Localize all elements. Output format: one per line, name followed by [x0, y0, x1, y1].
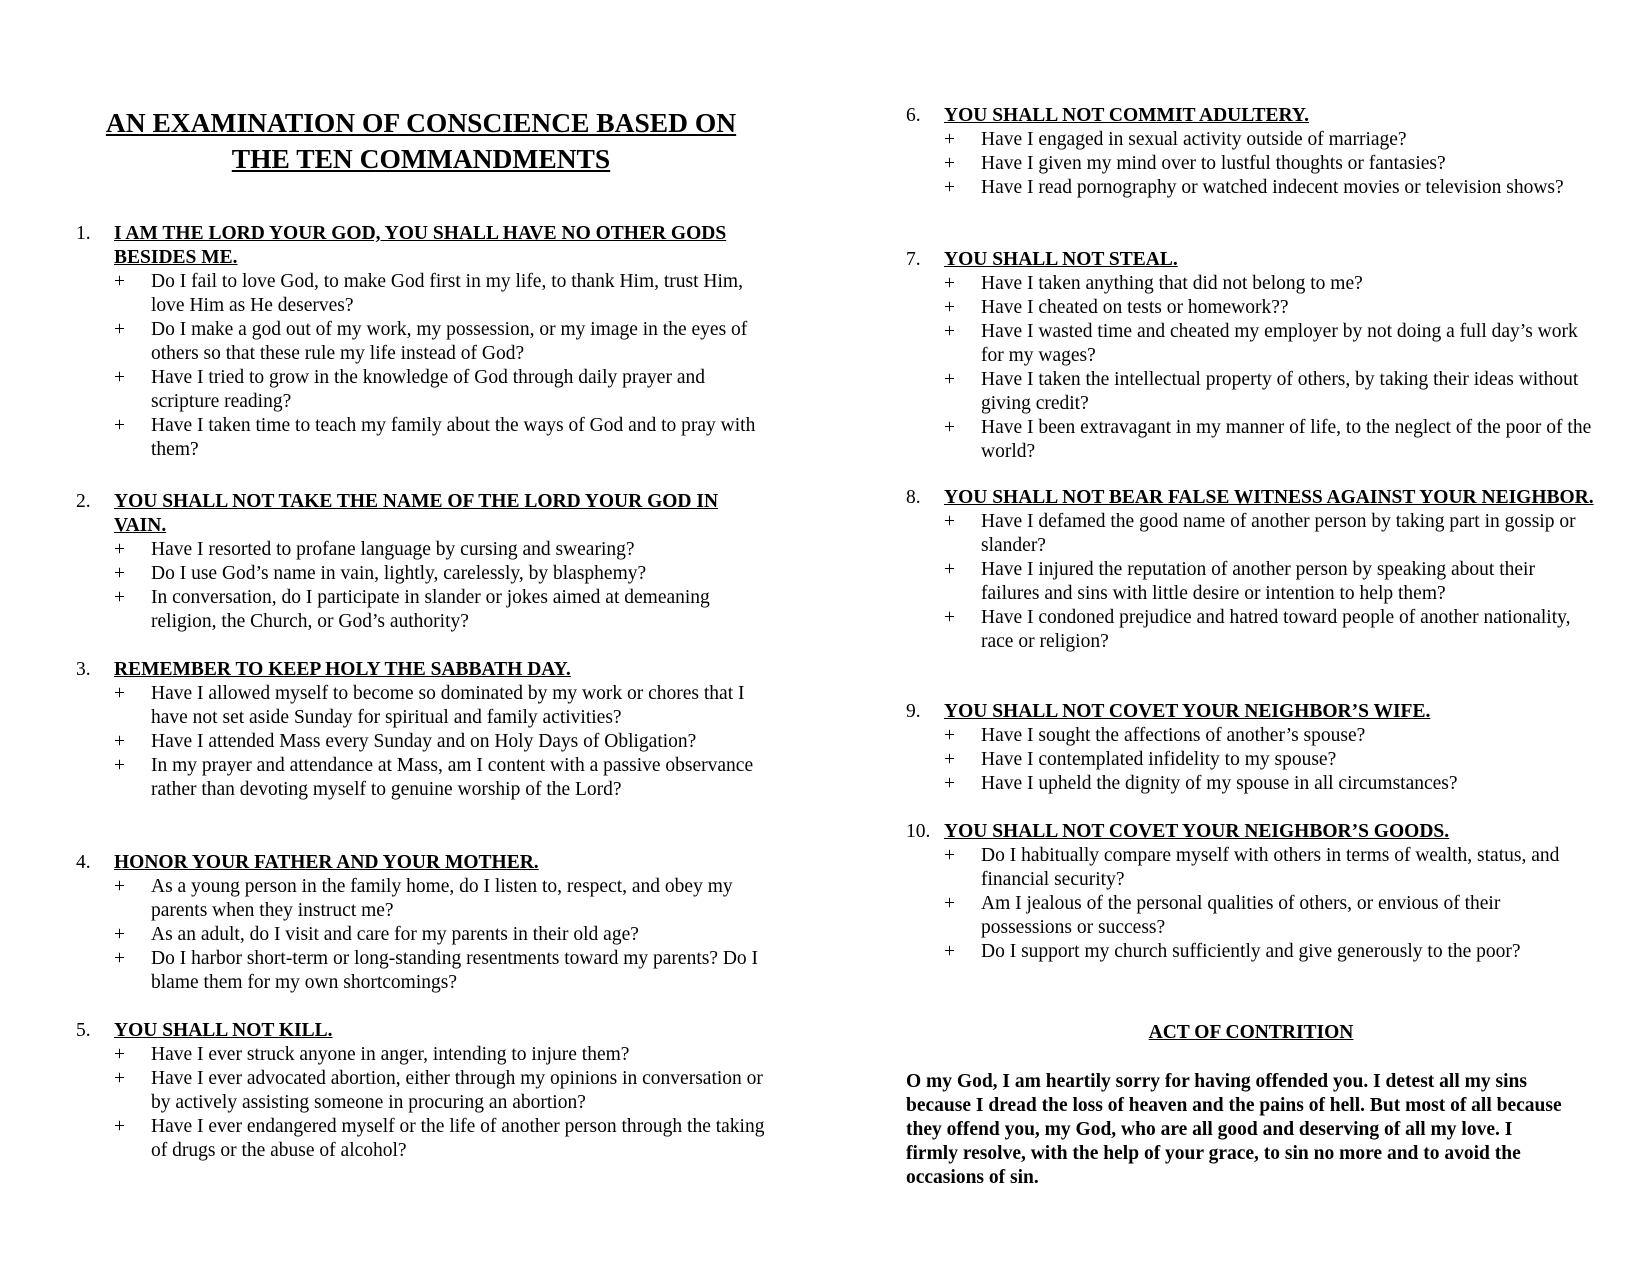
commandment-heading	[76, 222, 766, 270]
plus-icon: +	[114, 563, 125, 584]
question-text: Have I ever struck anyone in anger, intending to injure them?	[151, 1044, 630, 1065]
question-text: Do I make a god out of my work, my possession, or my image in the eyes of others so that these rule my life instead of God?	[151, 319, 748, 364]
commandment-title: YOU SHALL NOT COVET YOUR NEIGHBOR’S GOODS.	[944, 821, 1450, 842]
plus-icon: +	[944, 153, 955, 174]
commandment-number: 2.	[76, 491, 91, 512]
question-item	[114, 730, 766, 754]
question-text: Have I condoned prejudice and hatred toward people of another nationality, race or religion?	[981, 607, 1571, 652]
commandment-number: 8.	[906, 487, 921, 508]
plus-icon: +	[114, 415, 125, 436]
question-text: Have I attended Mass every Sunday and on Holy Days of Obligation?	[151, 731, 697, 752]
question-item	[944, 844, 1596, 892]
commandment-7	[906, 248, 1596, 464]
plus-icon: +	[114, 271, 125, 292]
commandment-heading	[906, 104, 1596, 128]
plus-icon: +	[944, 129, 955, 150]
commandment-title: REMEMBER TO KEEP HOLY THE SABBATH DAY.	[114, 659, 571, 680]
plus-icon: +	[944, 773, 955, 794]
question-item	[944, 320, 1596, 368]
plus-icon: +	[114, 731, 125, 752]
question-item	[114, 538, 766, 562]
question-text: As a young person in the family home, do I listen to, respect, and obey my parents when they instruct me?	[151, 876, 733, 921]
question-item	[944, 940, 1596, 964]
plus-icon: +	[944, 893, 955, 914]
question-item	[114, 318, 766, 366]
plus-icon: +	[944, 321, 955, 342]
commandment-number: 9.	[906, 701, 921, 722]
question-text: Do I use God’s name in vain, lightly, carelessly, by blasphemy?	[151, 563, 647, 584]
commandment-number: 5.	[76, 1020, 91, 1041]
title-line-2: THE TEN COMMANDMENTS	[231, 143, 611, 174]
plus-icon: +	[114, 587, 125, 608]
question-item	[944, 510, 1596, 558]
question-item	[114, 754, 766, 802]
question-item	[944, 606, 1596, 654]
question-item	[944, 128, 1596, 152]
question-item	[944, 416, 1596, 464]
commandment-heading	[76, 851, 766, 875]
question-text: Have I contemplated infidelity to my spouse?	[981, 749, 1337, 770]
question-item	[944, 176, 1596, 200]
commandment-heading	[76, 490, 766, 538]
commandment-title: YOU SHALL NOT STEAL.	[944, 249, 1178, 270]
question-item	[944, 748, 1596, 772]
question-item	[114, 682, 766, 730]
question-text: Do I support my church sufficiently and give generously to the poor?	[981, 941, 1521, 962]
question-item	[114, 414, 766, 462]
title-line-1: AN EXAMINATION OF CONSCIENCE BASED ON	[105, 107, 737, 138]
question-item	[114, 947, 766, 995]
plus-icon: +	[114, 683, 125, 704]
question-item	[944, 772, 1596, 796]
question-item	[944, 296, 1596, 320]
commandment-title: HONOR YOUR FATHER AND YOUR MOTHER.	[114, 852, 539, 873]
commandment-title: YOU SHALL NOT COMMIT ADULTERY.	[944, 105, 1310, 126]
question-text: Have I given my mind over to lustful thoughts or fantasies?	[981, 153, 1446, 174]
question-text: Have I tried to grow in the knowledge of God through daily prayer and scripture reading?	[151, 367, 705, 412]
commandment-heading	[906, 486, 1596, 510]
question-item	[944, 724, 1596, 748]
question-item	[944, 558, 1596, 606]
plus-icon: +	[944, 749, 955, 770]
plus-icon: +	[944, 273, 955, 294]
question-text: Am I jealous of the personal qualities of others, or envious of their possessions or success?	[981, 893, 1501, 938]
question-text: Have I injured the reputation of another person by speaking about their failures and sins with little desire or intention to help them?	[981, 559, 1535, 604]
question-item	[114, 366, 766, 414]
question-text: Have I ever advocated abortion, either through my opinions in conversation or by actively assisting someone in procuring an abortion?	[151, 1068, 763, 1113]
plus-icon: +	[114, 948, 125, 969]
question-text: As an adult, do I visit and care for my parents in their old age?	[151, 924, 639, 945]
commandment-title: YOU SHALL NOT COVET YOUR NEIGHBOR’S WIFE.	[944, 701, 1431, 722]
plus-icon: +	[114, 367, 125, 388]
question-item	[114, 1115, 766, 1163]
commandment-title: YOU SHALL NOT KILL.	[114, 1020, 333, 1041]
document-title	[76, 105, 766, 177]
question-text: Have I wasted time and cheated my employer by not doing a full day’s work for my wages?	[981, 321, 1578, 366]
commandment-title: I AM THE LORD YOUR GOD, YOU SHALL HAVE NO OTHER GODS BESIDES ME.	[114, 223, 727, 268]
plus-icon: +	[944, 417, 955, 438]
contrition-prayer: O my God, I am heartily sorry for having offended you. I detest all my sins because I dread the loss of heaven and the pains of hell. But most of all because they offend you, my God, who are all good and deserving of all my love. I firmly resolve, with the help of your grace, to sin no more and to avoid the occasions of sin.	[906, 1071, 1562, 1188]
question-item	[114, 875, 766, 923]
contrition-title: ACT OF CONTRITION	[1148, 1022, 1354, 1043]
plus-icon: +	[944, 511, 955, 532]
plus-icon: +	[114, 1116, 125, 1137]
question-item	[944, 152, 1596, 176]
commandment-title: YOU SHALL NOT BEAR FALSE WITNESS AGAINST YOUR NEIGHBOR.	[944, 487, 1594, 508]
question-item	[114, 562, 766, 586]
question-text: Do I habitually compare myself with others in terms of wealth, status, and financial security?	[981, 845, 1560, 890]
question-item	[114, 1067, 766, 1115]
commandment-4	[76, 851, 766, 995]
question-text: Have I sought the affections of another’s spouse?	[981, 725, 1366, 746]
commandment-6	[906, 104, 1596, 200]
commandment-number: 3.	[76, 659, 91, 680]
commandment-5	[76, 1019, 766, 1163]
plus-icon: +	[114, 755, 125, 776]
plus-icon: +	[114, 876, 125, 897]
commandment-heading	[906, 820, 1596, 844]
commandment-8	[906, 486, 1596, 654]
question-text: Have I defamed the good name of another person by taking part in gossip or slander?	[981, 511, 1576, 556]
commandment-heading	[906, 248, 1596, 272]
question-text: In my prayer and attendance at Mass, am I content with a passive observance rather than devoting myself to genuine worship of the Lord?	[151, 755, 754, 800]
question-text: Have I taken the intellectual property of others, by taking their ideas without giving credit?	[981, 369, 1579, 414]
commandment-heading	[906, 700, 1596, 724]
commandment-number: 10.	[906, 821, 931, 842]
plus-icon: +	[114, 539, 125, 560]
question-text: Do I harbor short-term or long-standing resentments toward my parents? Do I blame them for my own shortcomings?	[151, 948, 759, 993]
question-item	[944, 272, 1596, 296]
question-text: Have I been extravagant in my manner of life, to the neglect of the poor of the world?	[981, 417, 1592, 462]
question-text: Have I engaged in sexual activity outside of marriage?	[981, 129, 1407, 150]
commandment-title: YOU SHALL NOT TAKE THE NAME OF THE LORD YOUR GOD IN VAIN.	[114, 491, 719, 536]
plus-icon: +	[944, 559, 955, 580]
question-item	[114, 586, 766, 634]
commandment-10	[906, 820, 1596, 964]
question-text: Have I allowed myself to become so dominated by my work or chores that I have not set aside Sunday for spiritual and family activities?	[151, 683, 745, 728]
commandment-1	[76, 222, 766, 462]
question-text: In conversation, do I participate in slander or jokes aimed at demeaning religion, the Church, or God’s authority?	[151, 587, 710, 632]
plus-icon: +	[944, 177, 955, 198]
question-item	[114, 270, 766, 318]
plus-icon: +	[114, 924, 125, 945]
question-text: Do I fail to love God, to make God first in my life, to thank Him, trust Him, love Him as He deserves?	[151, 271, 743, 316]
commandment-3	[76, 658, 766, 802]
commandment-heading	[76, 1019, 766, 1043]
plus-icon: +	[944, 297, 955, 318]
question-text: Have I taken time to teach my family about the ways of God and to pray with them?	[151, 415, 756, 460]
question-text: Have I taken anything that did not belong to me?	[981, 273, 1363, 294]
plus-icon: +	[944, 845, 955, 866]
commandment-number: 4.	[76, 852, 91, 873]
commandment-number: 6.	[906, 105, 921, 126]
question-text: Have I read pornography or watched indecent movies or television shows?	[981, 177, 1564, 198]
question-item	[114, 1043, 766, 1067]
commandment-2	[76, 490, 766, 634]
commandment-number: 7.	[906, 249, 921, 270]
question-text: Have I resorted to profane language by cursing and swearing?	[151, 539, 635, 560]
plus-icon: +	[944, 725, 955, 746]
plus-icon: +	[944, 369, 955, 390]
plus-icon: +	[944, 607, 955, 628]
question-text: Have I ever endangered myself or the life of another person through the taking of drugs or the abuse of alcohol?	[151, 1116, 765, 1161]
commandment-number: 1.	[76, 223, 91, 244]
plus-icon: +	[114, 319, 125, 340]
question-text: Have I upheld the dignity of my spouse in all circumstances?	[981, 773, 1458, 794]
plus-icon: +	[114, 1068, 125, 1089]
plus-icon: +	[114, 1044, 125, 1065]
question-text: Have I cheated on tests or homework??	[981, 297, 1289, 318]
question-item	[944, 892, 1596, 940]
commandment-9	[906, 700, 1596, 796]
question-item	[944, 368, 1596, 416]
plus-icon: +	[944, 941, 955, 962]
question-item	[114, 923, 766, 947]
commandment-heading	[76, 658, 766, 682]
